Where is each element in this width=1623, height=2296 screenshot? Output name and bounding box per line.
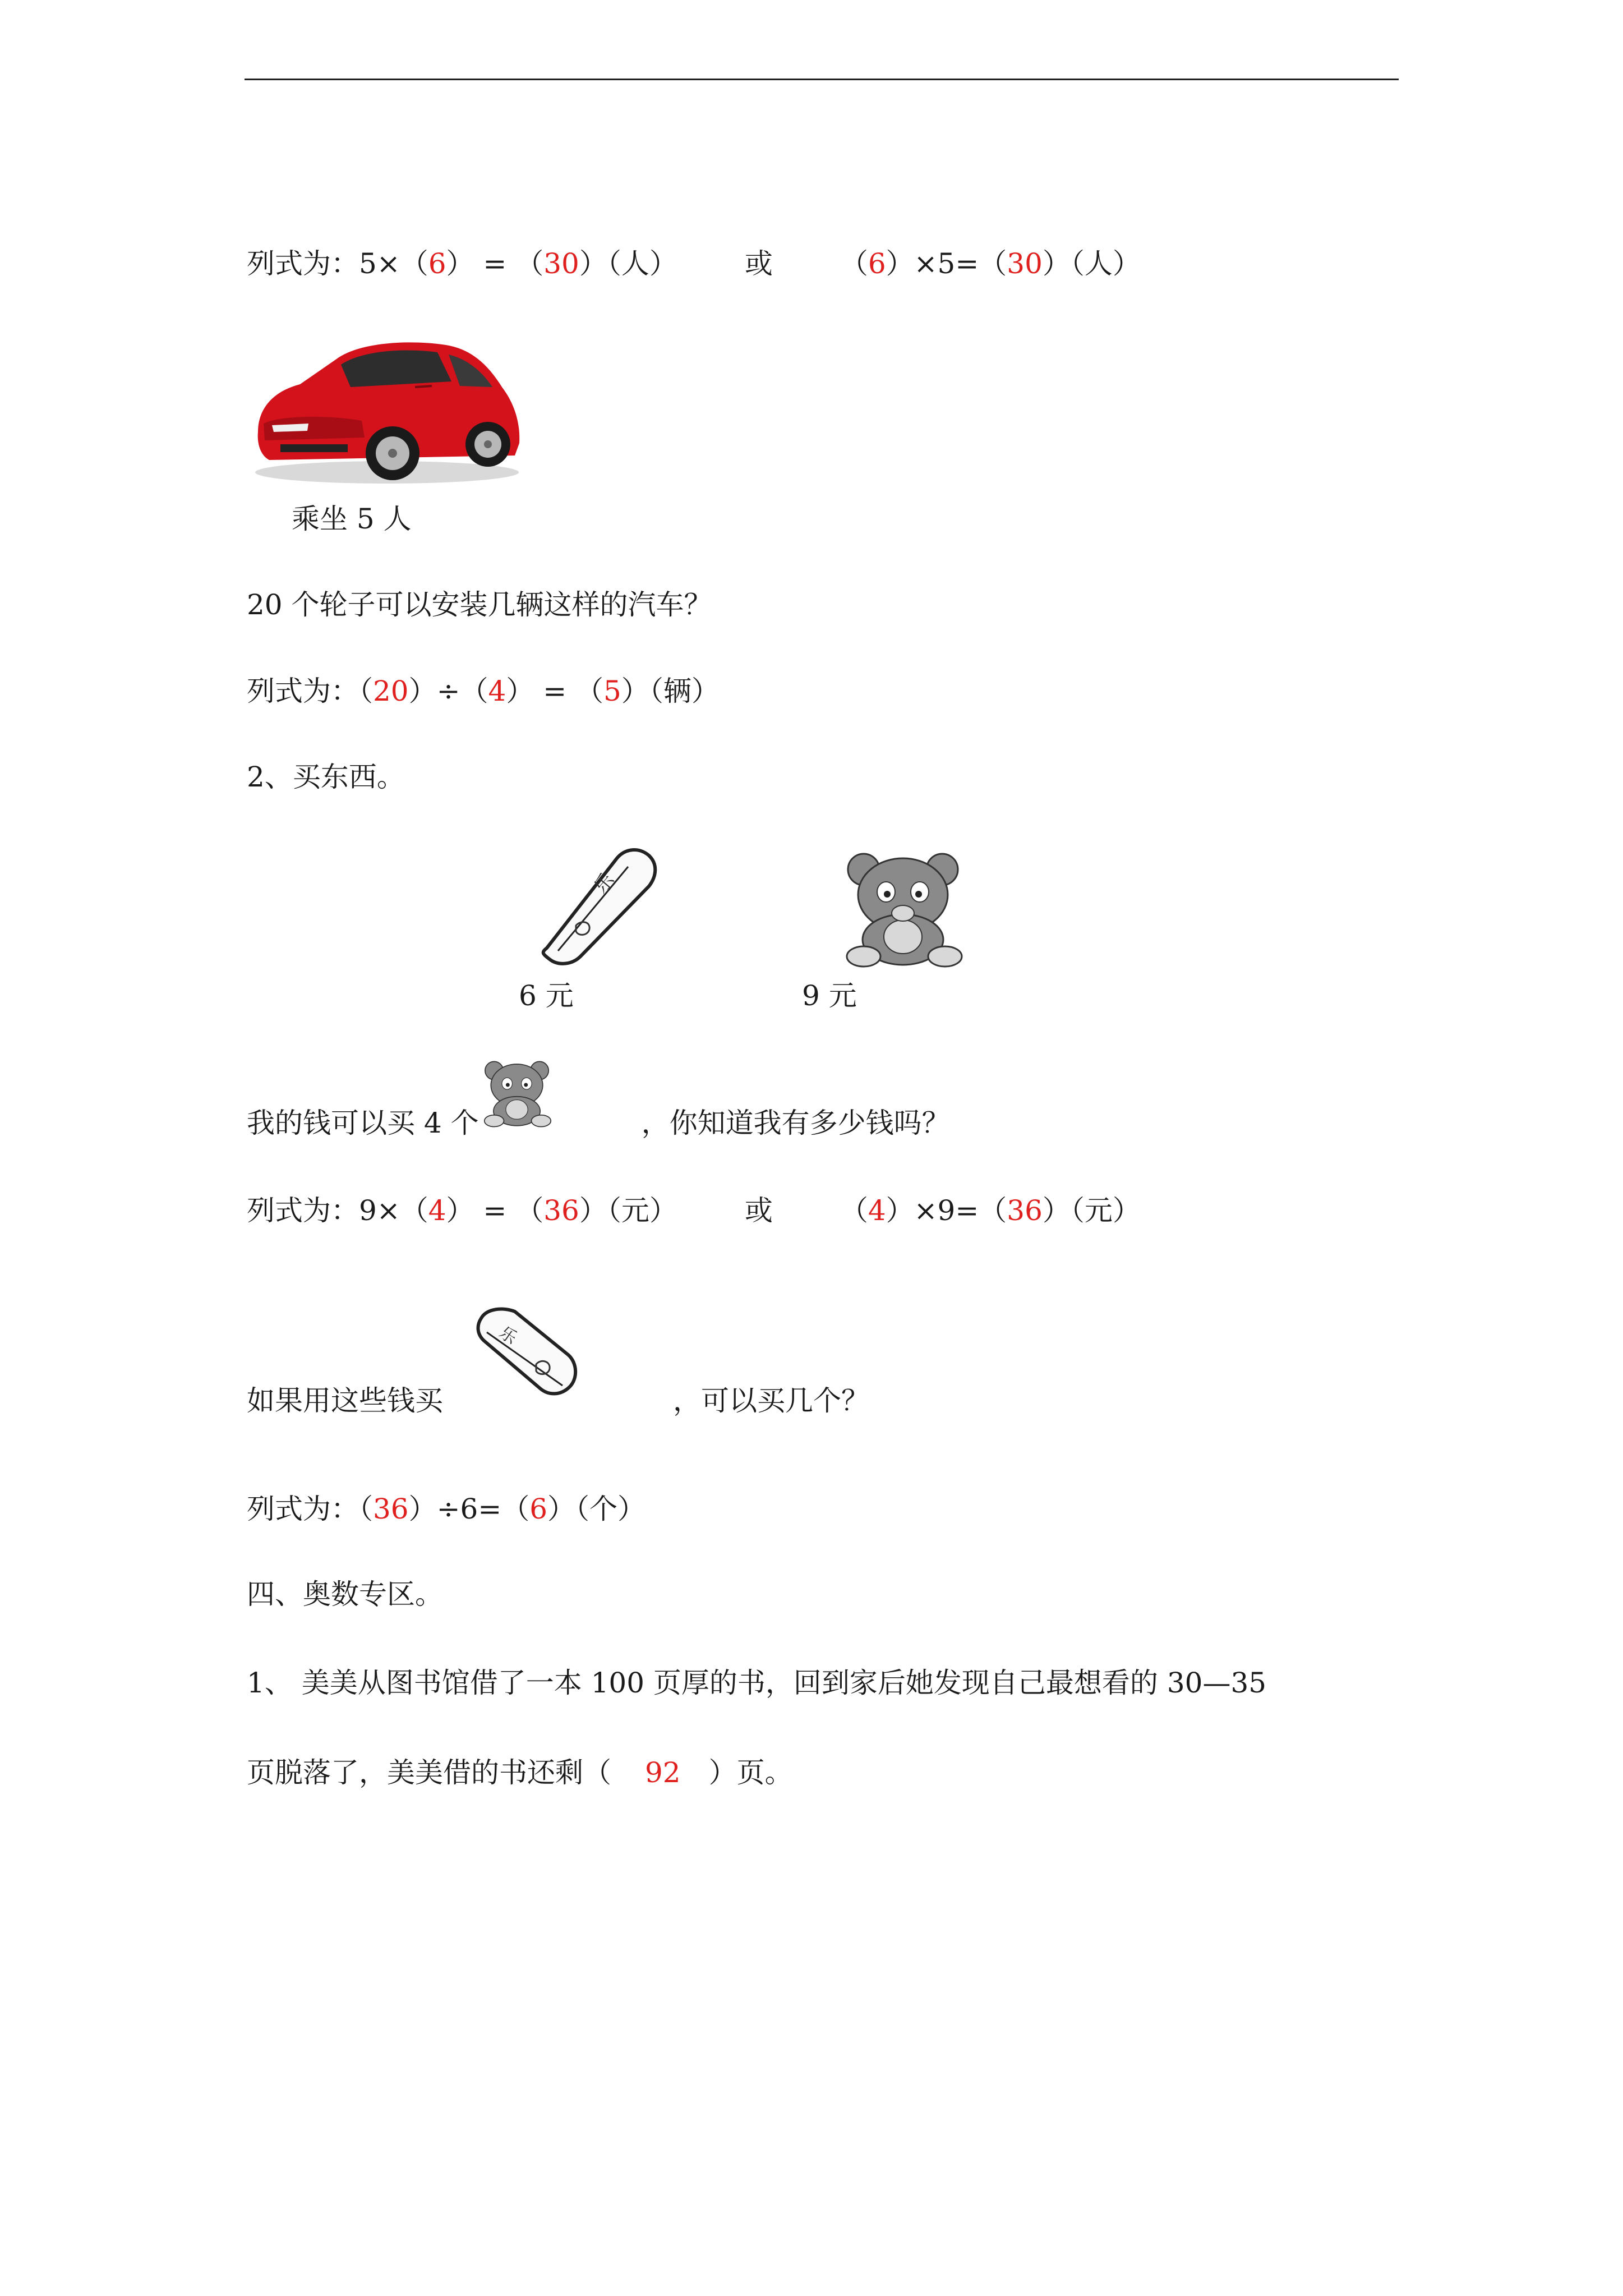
section-heading-olympiad: 四、奥数专区。 [247,1578,443,1611]
answer: 20 [373,675,409,707]
answer: 30 [543,247,579,280]
header-rule [245,79,1399,80]
or-word: 或 [744,1194,773,1227]
answer: 36 [1007,1194,1043,1227]
answer: 92 [645,1756,681,1789]
car-caption: 乘坐 5 人 [292,503,412,535]
question-buy: 如果用这些钱买 ，可以买几个？ [247,1384,869,1417]
problem-line-1: 1、 美美从图书馆借了一本 100 页厚的书，回到家后她发现自己最想看的 30—35 [247,1667,1267,1699]
problem-line-2: 页脱落了，美美借的书还剩（ 92 ）页。 [247,1756,793,1789]
or-word: 或 [744,247,773,280]
teddy-bear-icon [841,847,967,970]
pencil-case-icon [524,841,662,968]
answer: 6 [529,1493,548,1525]
teddy-bear-icon [481,1055,554,1132]
red-hatchback-car-image [247,325,527,488]
answer: 4 [488,675,506,707]
answer: 36 [543,1194,579,1227]
answer: 36 [373,1493,409,1525]
equation-people: 列式为：5×（6） = （30）（人） 或 （6）×5=（30）（人） [247,247,1141,280]
answer: 6 [428,247,446,280]
answer: 4 [428,1194,446,1227]
question-money: 我的钱可以买 4 个 ，你知道我有多少钱吗？ [247,1107,950,1139]
question-wheels: 20 个轮子可以安装几辆这样的汽车？ [247,588,712,621]
answer: 5 [603,675,621,707]
answer: 4 [868,1194,886,1227]
equation-money: 列式为：9×（4） = （36）（元） 或 （4）×9=（36）（元） [247,1194,1141,1227]
svg-text:乐: 乐 [495,1322,521,1349]
equation-cars: 列式为：（20）÷（4） = （5）（辆） [247,675,720,707]
price-pencil-case: 6 元 [519,979,574,1012]
price-bear: 9 元 [802,979,857,1012]
answer: 30 [1007,247,1043,280]
equation-count: 列式为：（36）÷6=（6）（个） [247,1493,646,1525]
answer: 6 [868,247,886,280]
section-heading-shopping: 2、买东西。 [247,761,405,793]
svg-text:乐: 乐 [589,869,619,898]
